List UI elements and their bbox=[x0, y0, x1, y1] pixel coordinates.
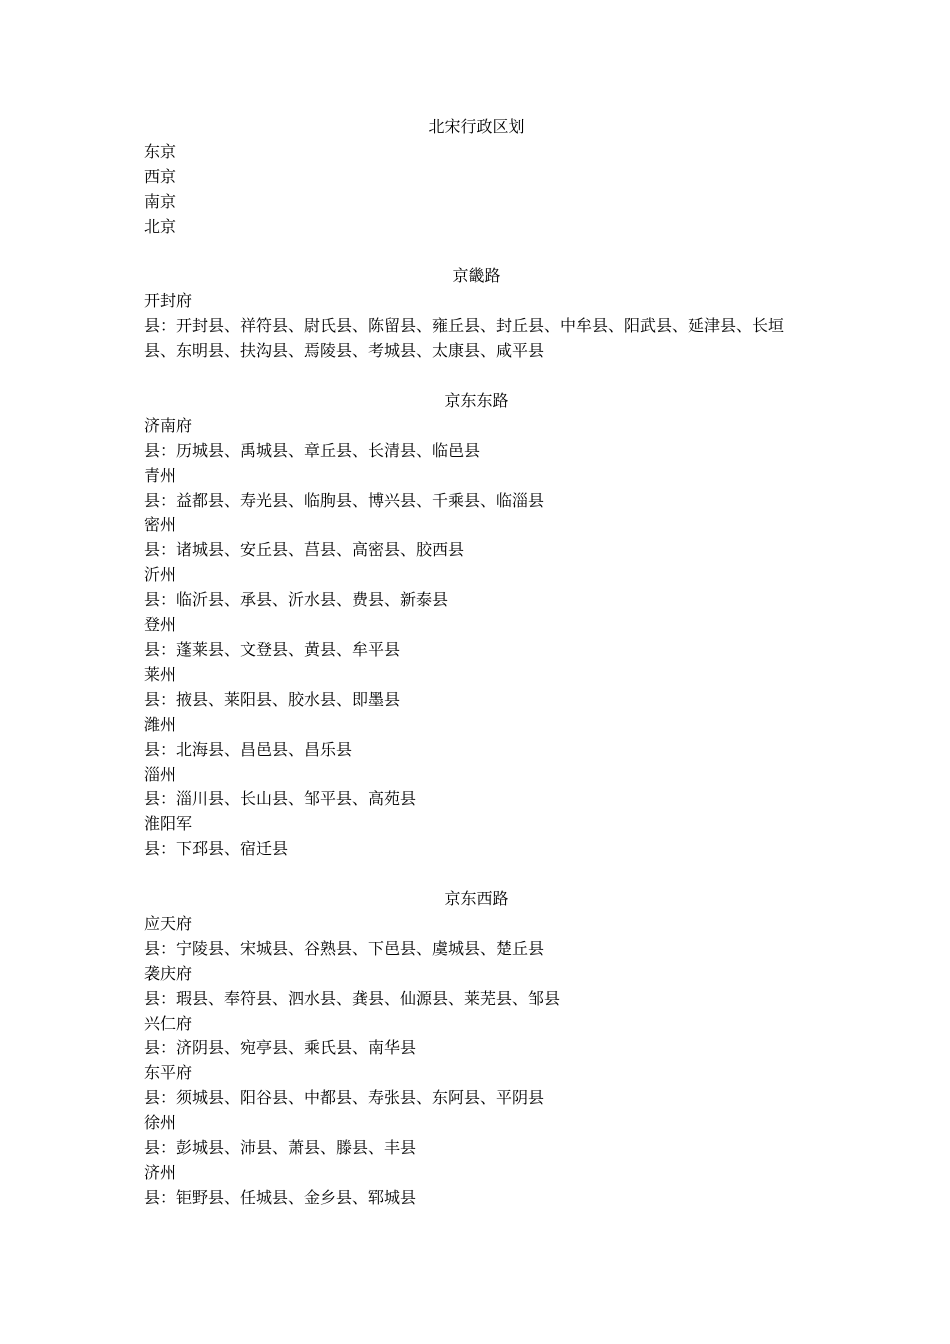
county-list: 县：诸城县、安丘县、莒县、高密县、胶西县 bbox=[144, 540, 465, 560]
capital-item: 西京 bbox=[144, 166, 177, 186]
page-title: 北宋行政区划 bbox=[428, 117, 525, 136]
county-list: 县：蓬莱县、文登县、黄县、牟平县 bbox=[144, 640, 401, 659]
prefecture-name: 莱州 bbox=[144, 664, 177, 684]
circuit-section bbox=[144, 389, 809, 862]
circuit-title: 京东西路 bbox=[444, 889, 509, 909]
circuit-section bbox=[144, 264, 809, 364]
capital-item: 北京 bbox=[144, 216, 177, 236]
prefecture-name: 沂州 bbox=[144, 565, 177, 585]
capital-item: 南京 bbox=[144, 191, 177, 211]
capital-item: 东京 bbox=[144, 141, 177, 161]
county-list: 县：下邳县、宿迁县 bbox=[144, 839, 289, 859]
prefecture-name: 济州 bbox=[144, 1163, 177, 1183]
prefecture-name: 密州 bbox=[144, 515, 177, 535]
county-list: 县：掖县、莱阳县、胶水县、即墨县 bbox=[144, 689, 401, 709]
document-page bbox=[144, 115, 809, 1211]
county-list: 县：淄川县、长山县、邹平县、高苑县 bbox=[144, 789, 417, 809]
county-list: 县：须城县、阳谷县、中都县、寿张县、东阿县、平阴县 bbox=[144, 1088, 545, 1108]
county-list: 县：历城县、禹城县、章丘县、长清县、临邑县 bbox=[144, 440, 481, 460]
prefecture-name: 济南府 bbox=[144, 415, 193, 435]
prefecture-name: 淮阳军 bbox=[144, 814, 193, 834]
county-list: 县：北海县、昌邑县、昌乐县 bbox=[144, 739, 353, 759]
prefecture-name: 潍州 bbox=[144, 714, 177, 734]
prefecture-name: 青州 bbox=[144, 465, 177, 485]
county-list: 县：开封县、祥符县、尉氏县、陈留县、雍丘县、封丘县、中牟县、阳武县、延津县、长垣县、东明县、扶沟县、焉陵县、考城县、太康县、咸平县 bbox=[144, 316, 785, 361]
circuit-title: 京东东路 bbox=[444, 390, 509, 410]
county-list: 县：宁陵县、宋城县、谷熟县、下邑县、虞城县、楚丘县 bbox=[144, 938, 545, 958]
county-list: 县：益都县、寿光县、临朐县、博兴县、千乘县、临淄县 bbox=[144, 490, 545, 510]
capitals-list bbox=[144, 140, 809, 240]
prefecture-name: 兴仁府 bbox=[144, 1013, 193, 1033]
prefecture-name: 东平府 bbox=[144, 1063, 193, 1083]
prefecture-name: 应天府 bbox=[144, 913, 193, 933]
prefecture-name: 开封府 bbox=[144, 291, 193, 311]
county-list: 县：钜野县、任城县、金乡县、郓城县 bbox=[144, 1187, 417, 1207]
prefecture-name: 淄州 bbox=[144, 764, 177, 784]
prefecture-name: 袭庆府 bbox=[144, 963, 193, 983]
circuit-section bbox=[144, 887, 809, 1211]
county-list: 县：济阴县、宛亭县、乘氏县、南华县 bbox=[144, 1038, 417, 1058]
county-list: 县：彭城县、沛县、萧县、滕县、丰县 bbox=[144, 1138, 417, 1158]
county-list: 县：临沂县、承县、沂水县、费县、新泰县 bbox=[144, 590, 449, 610]
circuit-title: 京畿路 bbox=[452, 266, 501, 286]
prefecture-name: 徐州 bbox=[144, 1113, 177, 1133]
prefecture-name: 登州 bbox=[144, 615, 177, 635]
county-list: 县：瑕县、奉符县、泗水县、龚县、仙源县、莱芜县、邹县 bbox=[144, 988, 561, 1008]
